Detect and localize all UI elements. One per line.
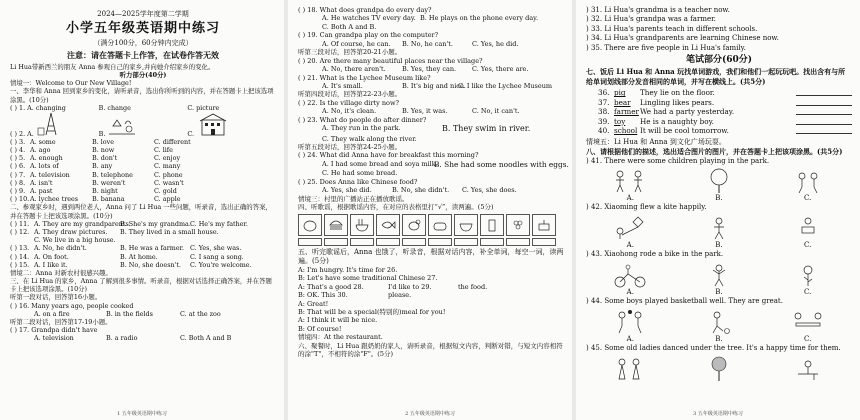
target-word: pig	[614, 88, 626, 98]
q22-b: B. Yes, it was.	[402, 107, 448, 116]
q43-pictures	[586, 260, 852, 288]
task-one: 一、李华和 Anna 回到家乡的变化，请听录音，选出你所听到的内容，并在答题卡上把该选项涂黑。(10分)	[10, 87, 274, 104]
answer-option: C. different	[154, 137, 191, 146]
grid-question-row	[10, 162, 276, 170]
q13-num: ( ) 13.	[10, 244, 30, 253]
q2-b	[99, 114, 188, 138]
q15-num: ( ) 15.	[10, 260, 30, 269]
old-ladies-dancing-icon	[610, 356, 650, 382]
word-sentence: We had a party yesterday.	[640, 107, 735, 117]
question-number: ( ) 6.	[10, 162, 26, 171]
question-20-options	[298, 65, 564, 73]
q17-a: A. television	[34, 334, 74, 343]
q13-c: C. Yes, she was.	[190, 244, 242, 253]
word-number: 38.	[598, 107, 610, 117]
q45-pictures	[586, 354, 852, 382]
option-b: B.	[715, 287, 723, 296]
q41-labels	[586, 194, 852, 203]
q15-b: B. No, she doesn't.	[120, 260, 181, 269]
q25-c: C. Yes, she does.	[462, 186, 517, 195]
dialogue-line	[298, 291, 564, 299]
option-b: B.	[715, 240, 723, 249]
check-row[interactable]	[298, 238, 564, 246]
q11-num: ( ) 11.	[10, 219, 30, 228]
check-cell[interactable]	[454, 238, 478, 246]
ping-pong-icon	[788, 309, 828, 335]
answer-option: A. lots of	[30, 162, 59, 171]
exam-note: 注意：请在答题卡上作答，在试卷作答无效	[67, 49, 219, 60]
q23-c: C. They walk along the river.	[322, 134, 417, 143]
answer-option: B. any	[92, 162, 113, 171]
scene-five: 情境五：Li Hua 和 Anna 到文化广场玩耍。	[586, 137, 726, 146]
q19-c: C. Yes, he did.	[472, 39, 519, 48]
note-24: 听第五段对话，回答第24-25小题。	[298, 142, 402, 151]
word-list	[598, 88, 852, 136]
option-b: B.	[715, 194, 723, 203]
word-row	[598, 88, 852, 98]
q11-b: B. She's my grandma.	[120, 219, 191, 228]
word-sentence: He is a naughty boy.	[640, 116, 714, 126]
word-row	[598, 117, 852, 127]
answer-option: B. telephone	[92, 170, 133, 179]
word-row	[598, 107, 852, 117]
statement-33: ) 33. Li Hua's parents teach in different schools.	[586, 24, 758, 33]
question-23: ( ) 23. What do people do after dinner?	[298, 115, 427, 124]
tree-icon	[699, 168, 739, 194]
question-23-options	[298, 124, 564, 134]
q24-a: A. I had some bread and soya milk.	[322, 159, 438, 168]
listening-section-title: 听力部分(40分)	[119, 70, 167, 79]
q16-b: B. in the fields	[106, 309, 153, 318]
option-b: B.	[715, 334, 723, 343]
children-playing-icon	[610, 168, 650, 194]
statement-31: ) 31. Li Hua's grandma is a teacher now.	[586, 6, 730, 14]
eiffel-tower-icon	[36, 112, 66, 136]
question-19: ( ) 19. Can grandpa play on the computer?	[298, 31, 439, 40]
question-17-options	[10, 334, 276, 342]
q17-note: 听第二段对话，回答第17-19小题。	[10, 318, 112, 327]
check-cell[interactable]	[480, 238, 504, 246]
q23-a: A. They run in the park.	[322, 124, 401, 133]
d4-a: B: OK. This 30.	[298, 291, 348, 300]
question-24-options	[298, 159, 569, 170]
q1-b: B. change	[98, 103, 131, 112]
word-number: 37.	[598, 97, 610, 107]
option-c: C.	[803, 240, 812, 249]
answer-option: A. lychee trees	[30, 195, 79, 204]
q21-c: C. I like the Lychee Museum	[458, 81, 553, 90]
question-42: ) 42. Xiaoming flew a kite happily.	[586, 203, 707, 212]
option-a: A.	[626, 287, 634, 296]
d3-c: the food.	[458, 282, 488, 291]
q22-c: C. No, it can't.	[472, 107, 520, 116]
question-16-options	[10, 310, 276, 318]
q19-a: A. Of course, he can.	[322, 39, 391, 48]
burger-icon	[324, 214, 348, 236]
exam-subtitle: （满分100分，60分钟内完成）	[93, 38, 193, 47]
exam-title: 小学五年级英语期中练习	[65, 20, 220, 36]
q18-b: B. He plays on the phone every day.	[420, 14, 539, 23]
noodles-icon	[350, 214, 374, 236]
question-number: ( ) 3.	[10, 137, 26, 146]
scene-two: 情境二：Anna 对新农村很感兴趣。	[10, 268, 112, 277]
dialogue-line: A: Great!	[298, 299, 329, 308]
scene-three: 情境三：村里的广播站正在播放歌谣。	[298, 194, 409, 203]
fish-icon	[376, 214, 400, 236]
grid-question-row	[10, 171, 276, 179]
statement-35: ) 35. There are five people in Li Hua's family.	[586, 43, 746, 52]
check-cell[interactable]	[402, 238, 426, 246]
q12-c: C. We live in a big house.	[34, 236, 116, 245]
food-picture-row	[298, 214, 564, 236]
writing-section-title: 笔试部分(60分)	[685, 55, 753, 66]
q41-pictures	[586, 166, 852, 194]
task-five: 五、听完歌谣后，Anna 也饿了，听录音，根据对话内容，补全单词，每空一词，读两遍。(5分)	[298, 247, 564, 265]
q17-c: C. Both A and B	[180, 334, 232, 343]
q24-c: C. He had some bread.	[322, 169, 398, 178]
word-number: 36.	[598, 88, 610, 98]
q44-labels	[586, 335, 852, 344]
question-25-options	[298, 186, 564, 194]
q23-b: B. They swim in river.	[442, 124, 531, 134]
q43-labels	[586, 288, 852, 297]
exam-page-3	[576, 0, 860, 420]
q2-c-label: C.	[187, 129, 195, 138]
question-number: ( ) 10.	[10, 195, 30, 204]
questions-3-10	[10, 138, 276, 204]
answer-option: A. television	[30, 170, 70, 179]
football-player-icon	[699, 309, 739, 335]
task-two: 二、参观家乡时，遇到两位老人，Anna 问了 Li Hua 一些问题，听录音，选出正确的答案，并在答题卡上把该选项涂黑。(10分)	[10, 203, 272, 220]
note-22: 听第四段对话，回答第22-23小题。	[298, 90, 402, 99]
check-cell[interactable]	[350, 238, 374, 246]
answer-option: C. many	[154, 162, 181, 171]
answer-option: A. ago	[30, 146, 51, 155]
q12-num: ( ) 12.	[10, 227, 30, 236]
d3-b: I'd like to 29.	[388, 282, 432, 291]
question-22: ( ) 22. Is the village dirty now?	[298, 98, 399, 107]
q24-b: B. She had some noodles with eggs.	[434, 159, 569, 169]
q16-a: A. on a fire	[34, 309, 70, 318]
question-25: ( ) 25. Does Anna like Chinese food?	[298, 177, 418, 186]
option-c: C.	[803, 334, 812, 343]
q1-c: C. picture	[187, 103, 220, 112]
task-four: 四、听歌谣，根据歌谣内容，在对应的表格里打“√”，读两遍。(5分)	[298, 203, 494, 212]
q22-a: A. No, it's clean.	[322, 107, 377, 116]
option-a: A.	[626, 240, 634, 249]
option-c: C.	[803, 194, 812, 203]
q11-c: C. He's my father.	[190, 219, 248, 228]
grid-question-row	[10, 154, 276, 162]
milk-icon	[480, 214, 504, 236]
question-number: ( ) 5.	[10, 154, 26, 163]
word-row	[598, 126, 852, 136]
q14-num: ( ) 14.	[10, 252, 30, 261]
word-sentence: It will be cool tomorrow.	[640, 126, 729, 136]
task-seven: 七、饭后 Li Hua 和 Anna 玩找单词游戏，我们和他们一起玩玩吧。找出含有与所给单词划线部分发音相同的单词，并写在横线上。(共5分)	[586, 67, 846, 86]
check-cell[interactable]	[324, 238, 348, 246]
question-number: ( ) 7.	[10, 170, 26, 179]
answer-option: A. some	[30, 137, 56, 146]
question-12	[10, 228, 276, 236]
child-reading-icon	[788, 215, 828, 241]
dialogue-line	[298, 283, 564, 291]
d4-b: please.	[388, 291, 412, 300]
q19-b: B. No, he can't.	[402, 39, 453, 48]
question-43: ) 43. Xiaohong rode a bike in the park.	[586, 250, 724, 259]
q21-a: A. It's small.	[322, 81, 363, 90]
dialogue-line: B: Let's have some traditional Chinese 27.	[298, 274, 438, 283]
answer-option: B. weren't	[92, 178, 126, 187]
check-cell[interactable]	[532, 238, 556, 246]
task-eight: 八、请根据他们的描述，选出适合图片的图片，并在答题卡上把该项涂黑。(共5分)	[586, 147, 843, 157]
answer-option: B. night	[92, 187, 118, 196]
check-cell[interactable]	[506, 238, 530, 246]
q25-b: B. No, she didn't.	[392, 186, 450, 195]
answer-option: C. wasn't	[154, 178, 184, 187]
task-three: 三、在 Li Hua 的家乡，Anna 了解到很多事情。听录音，根据对话选择正确答案，并在答题卡上把该选项涂黑。(10分)	[10, 277, 272, 294]
farm-scene-icon	[107, 114, 137, 136]
answer-option: A. enough	[30, 154, 63, 163]
target-word: bear	[614, 97, 631, 107]
q15-c: C. You're welcome.	[190, 260, 252, 269]
people-sitting-icon	[788, 356, 828, 382]
question-12-c	[10, 236, 276, 244]
dialogue-line: A: I think it will be nice.	[298, 316, 378, 325]
statement-32: ) 32. Li Hua's grandpa was a farmer.	[586, 15, 716, 24]
question-1	[10, 104, 276, 112]
dialogue-line: A: I'm hungry. It's time for 26.	[298, 265, 398, 274]
q2-a	[10, 112, 99, 138]
question-22-options	[298, 107, 564, 115]
answer-option: B. don't	[92, 154, 118, 163]
question-number: ( ) 9.	[10, 187, 26, 196]
question-number: ( ) 4.	[10, 146, 26, 155]
question-15	[10, 261, 276, 269]
q2-a-label: ( ) 2. A.	[10, 129, 34, 138]
page-footer: 2 五年级英语期中练习	[405, 411, 455, 417]
q14-c: C. I sang a song.	[190, 252, 244, 261]
intro-text: Li Hua带新西兰的朋友 Anna 参观自己的家乡,并向她介绍家乡的变化。	[10, 62, 215, 71]
question-13	[10, 244, 276, 252]
question-number: ( ) 8.	[10, 178, 26, 187]
word-number: 39.	[598, 116, 610, 126]
dancing-child-icon	[699, 262, 739, 288]
page-footer: 1 五年级英语期中练习	[117, 411, 167, 417]
answer-blank[interactable]	[796, 107, 852, 115]
check-cell[interactable]	[298, 238, 322, 246]
answer-option: B. now	[92, 146, 115, 155]
flower-icon	[788, 262, 828, 288]
q13-b: B. He was a farmer.	[120, 244, 185, 253]
q13-a: A. No, he didn't.	[34, 244, 87, 253]
question-41: ) 41. There were some children playing in the park.	[586, 156, 770, 165]
q20-a: A. No, there aren't.	[322, 65, 386, 74]
cabbage-icon	[298, 214, 322, 236]
d3-a: A: That's a good 28.	[298, 282, 364, 291]
scene-four: 情境四：At the restaurant.	[298, 333, 383, 342]
answer-option: A. isn't	[30, 178, 53, 187]
grid-question-row	[10, 179, 276, 187]
q11-a: A. They are my grandparents.	[34, 219, 131, 228]
q2-b-label: B.	[98, 129, 106, 138]
bread-icon	[428, 214, 452, 236]
answer-option: C. gold	[154, 187, 177, 196]
cake-icon	[532, 214, 556, 236]
word-sentence: Lingling likes pears.	[640, 97, 715, 107]
task-six: 六、聚餐时，Li Hua 跟奶奶的家人，请听录音，根据短文内容，判断对错，与短文内容相符的涂"T"，不相符的涂"F"。(5分)	[298, 341, 563, 359]
question-2	[10, 112, 276, 138]
page-footer: 3 五年级英语期中练习	[693, 411, 743, 417]
word-row	[598, 98, 852, 108]
exam-page-2	[288, 0, 572, 420]
q42-labels	[586, 241, 852, 250]
answer-option: C. life	[154, 146, 173, 155]
dialogue-line: B: Of course!	[298, 324, 342, 333]
question-17: ( ) 17. Grandpa didn't have	[10, 326, 98, 335]
dialogue-line: B: That will be a special(特别的)meal for you!	[298, 308, 446, 317]
answer-option: A. past	[30, 187, 53, 196]
q20-c: C. Yes, there are.	[472, 65, 529, 74]
question-18-options	[298, 14, 564, 22]
answer-option: C. apple	[154, 195, 181, 204]
q20-b: B. Yes, they can.	[402, 65, 457, 74]
word-number: 40.	[598, 126, 610, 136]
target-word: school	[614, 126, 638, 136]
q1-a: ( ) 1. A. changing	[10, 103, 66, 112]
target-word: toy	[614, 116, 626, 126]
option-a: A.	[626, 334, 634, 343]
q21-b: B. It's big and nice.	[402, 81, 466, 90]
q44-pictures	[586, 307, 852, 335]
kite-flying-icon	[610, 215, 650, 241]
question-16: ( ) 16. Many years ago, people cooked	[10, 301, 134, 310]
q16-c: C. at the zoo	[180, 309, 221, 318]
question-44: ) 44. Some boys played basketball well. They are great.	[586, 297, 783, 306]
basketball-players-icon	[610, 309, 650, 335]
q25-a: A. Yes, she did.	[322, 186, 372, 195]
q18-a: A. He watches TV every day.	[322, 14, 416, 23]
q2-c	[187, 112, 276, 138]
answer-option: C. phone	[154, 170, 183, 179]
check-cell[interactable]	[376, 238, 400, 246]
answer-blank[interactable]	[796, 117, 852, 125]
question-19-options	[298, 40, 564, 48]
q12-b: B. They lived in a small house.	[120, 227, 219, 236]
word-sentence: They lie on the floor.	[640, 88, 715, 98]
child-running-icon	[699, 215, 739, 241]
question-18: ( ) 18. What does grandpa do every day?	[298, 6, 432, 14]
q15-a: A. I like it.	[34, 260, 68, 269]
answer-option: B. banana	[92, 195, 125, 204]
scene-one: 情境一：Welcome to Our New Village!	[10, 79, 132, 88]
q14-b: B. At home.	[120, 252, 158, 261]
chicken-icon	[402, 214, 426, 236]
q12-a: A. They draw pictures.	[34, 227, 108, 236]
option-a: A.	[626, 194, 634, 203]
answer-blank[interactable]	[796, 126, 852, 134]
question-45: ) 45. Some old ladies danced under the tree. It's a happy time for them.	[586, 344, 841, 353]
exam-page-1	[0, 0, 284, 420]
bike-rider-icon	[610, 262, 650, 288]
answer-option: C. enjoy	[154, 154, 181, 163]
grid-question-row	[10, 138, 276, 146]
question-14	[10, 253, 276, 261]
question-20: ( ) 20. Are there many beautiful places near the village?	[298, 56, 483, 65]
question-11	[10, 220, 276, 228]
answer-option: B. love	[92, 137, 115, 146]
grid-question-row	[10, 187, 276, 195]
school-year: 2024—2025学年度第二学期	[97, 10, 189, 18]
answer-blank[interactable]	[796, 88, 852, 96]
answer-blank[interactable]	[796, 98, 852, 106]
q16-note: 听第一段对话，回答第16小题。	[10, 293, 102, 302]
grid-question-row	[10, 146, 276, 154]
check-cell[interactable]	[428, 238, 452, 246]
question-21: ( ) 21. What is the Lychee Museum like?	[298, 73, 431, 82]
target-word: farmer	[614, 107, 639, 117]
rice-icon	[454, 214, 478, 236]
question-24: ( ) 24. What did Anna have for breakfast this morning?	[298, 151, 479, 160]
kids-group-icon	[788, 168, 828, 194]
statement-34: ) 34. Li Hua's grandparents are learning Chinese now.	[586, 34, 779, 43]
option-c: C.	[803, 287, 812, 296]
q17-b: B. a radio	[106, 334, 138, 343]
grapes-icon	[506, 214, 530, 236]
q14-a: A. On foot.	[34, 252, 69, 261]
q42-pictures	[586, 213, 852, 241]
school-building-icon	[196, 112, 230, 136]
tree-shade-icon	[699, 356, 739, 382]
note-20: 听第三段对话，回答第20-21小题。	[298, 48, 402, 57]
q18-c: C. Both A and B.	[322, 22, 377, 31]
